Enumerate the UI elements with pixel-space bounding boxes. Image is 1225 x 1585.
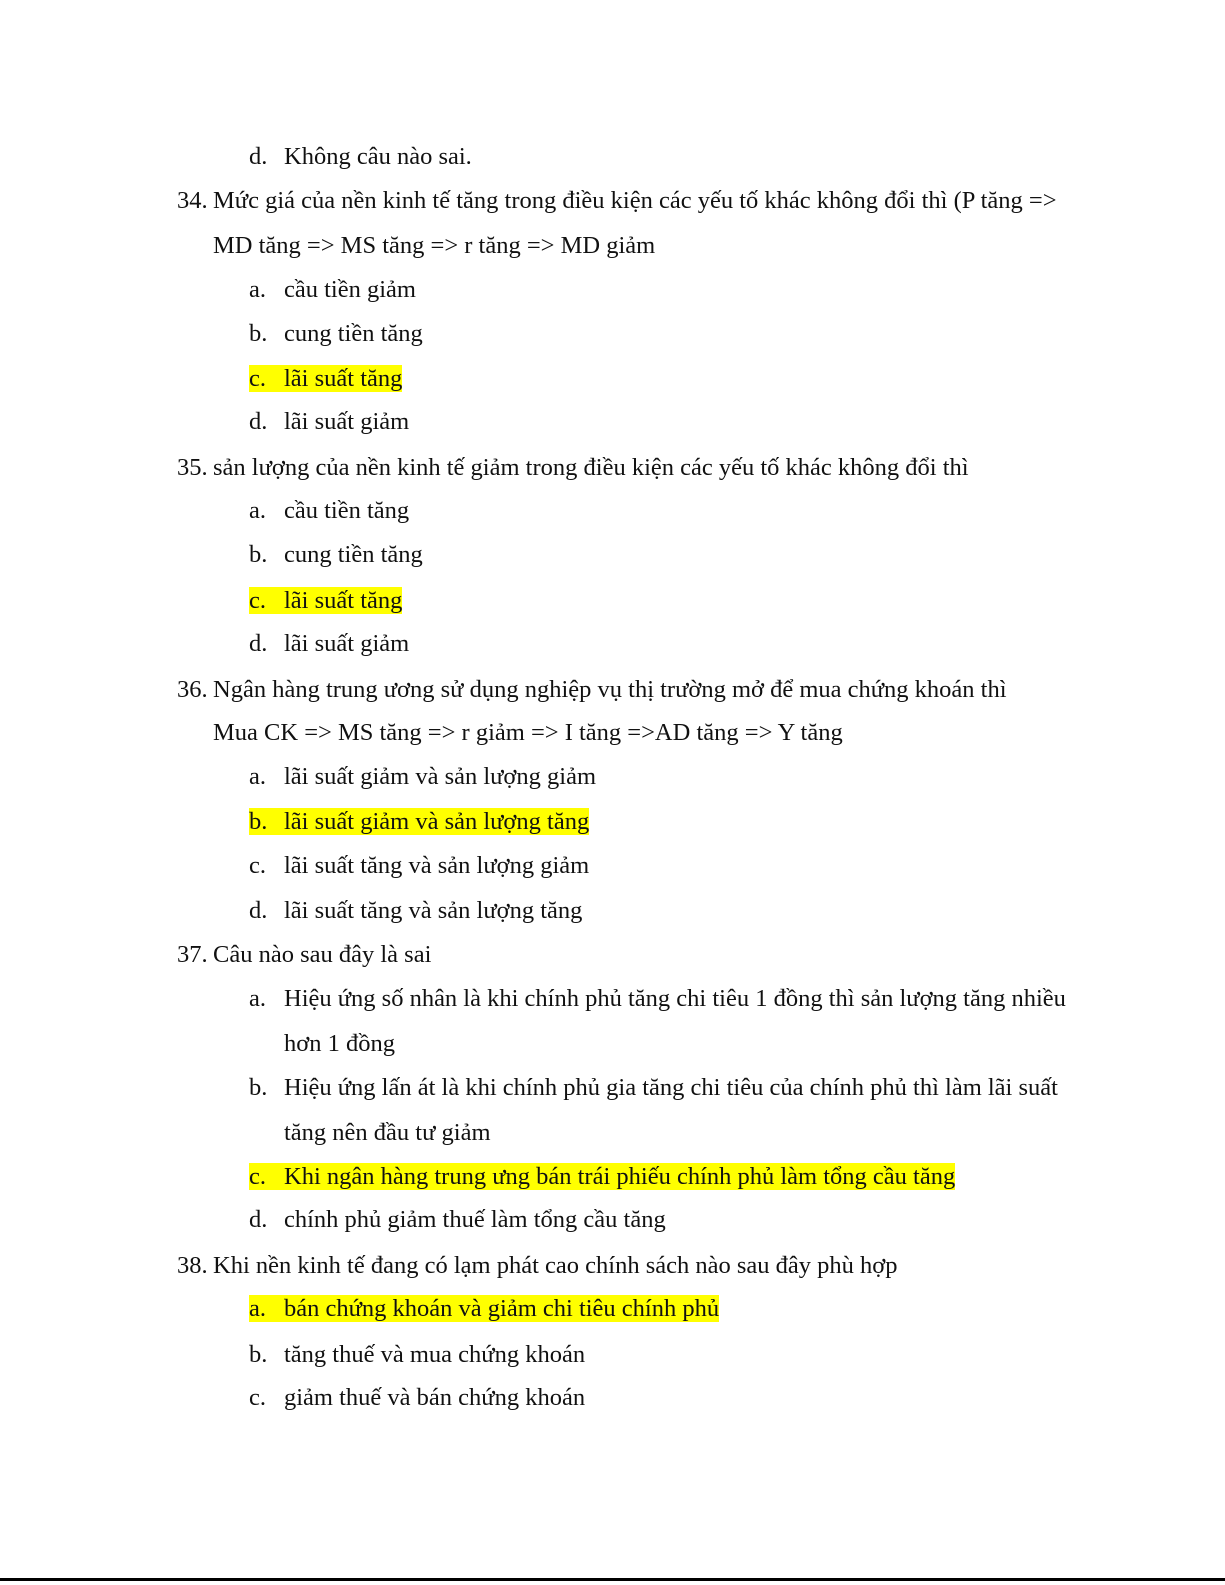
option-34-a — [249, 275, 416, 305]
option-text: tăng thuế và mua chứng khoán — [284, 1341, 586, 1368]
option-marker: c. — [249, 365, 266, 392]
question-text: Ngân hàng trung ương sử dụng nghiệp vụ thị trường mở để mua chứng khoán thì — [213, 676, 1007, 703]
option-marker: d. — [249, 897, 268, 924]
page-bottom-rule — [0, 1578, 1225, 1581]
option-36-d — [249, 896, 582, 926]
question-number: 38. — [177, 1252, 208, 1279]
option-text: lãi suất tăng — [284, 365, 403, 392]
option-text-continuation: hơn 1 đồng — [284, 1030, 395, 1057]
question-text-continuation: MD tăng => MS tăng => r tăng => MD giảm — [213, 232, 656, 259]
question-number: 37. — [177, 941, 208, 968]
option-marker: b. — [249, 808, 268, 835]
option-marker: c. — [249, 852, 266, 879]
option-text: lãi suất tăng và sản lượng tăng — [284, 897, 583, 924]
question-38 — [177, 1251, 897, 1281]
question-number: 35. — [177, 454, 208, 481]
option-36-c — [249, 851, 589, 881]
option-marker: c. — [249, 1384, 266, 1411]
option-marker: d. — [249, 1206, 268, 1233]
option-marker: b. — [249, 541, 268, 568]
option-marker: d. — [249, 630, 268, 657]
option-marker: d. — [249, 408, 268, 435]
option-text: cầu tiền giảm — [284, 276, 416, 303]
option-35-a — [249, 496, 409, 526]
option-37-d — [249, 1205, 666, 1235]
option-text: bán chứng khoán và giảm chi tiêu chính phủ — [284, 1295, 720, 1322]
option-marker: c. — [249, 587, 266, 614]
question-36-continuation — [213, 718, 843, 748]
option-34-b — [249, 319, 423, 349]
option-37-a-continuation — [284, 1029, 395, 1059]
option-37-a — [249, 984, 1066, 1014]
question-text-continuation: Mua CK => MS tăng => r giảm => I tăng =>AD tăng => Y tăng — [213, 719, 843, 746]
option-marker: c. — [249, 1163, 266, 1190]
option-marker: b. — [249, 1341, 268, 1368]
option-marker: d. — [249, 143, 268, 170]
option-marker: a. — [249, 763, 266, 790]
question-text: Khi nền kinh tế đang có lạm phát cao chính sách nào sau đây phù hợp — [213, 1252, 898, 1279]
option-text: cầu tiền tăng — [284, 497, 410, 524]
option-text: Hiệu ứng số nhân là khi chính phủ tăng chi tiêu 1 đồng thì sản lượng tăng nhiều — [284, 985, 1066, 1012]
option-text-continuation: tăng nên đầu tư giảm — [284, 1119, 491, 1146]
option-34-d — [249, 407, 409, 437]
option-text: cung tiền tăng — [284, 541, 423, 568]
option-text: giảm thuế và bán chứng khoán — [284, 1384, 586, 1411]
option-38-c — [249, 1383, 585, 1413]
option-text: lãi suất tăng — [284, 587, 403, 614]
question-34 — [177, 186, 1057, 216]
question-number: 34. — [177, 187, 208, 214]
option-text: lãi suất giảm và sản lượng tăng — [284, 808, 590, 835]
question-36 — [177, 675, 1007, 705]
question-34-continuation — [213, 231, 655, 261]
option-36-b-highlighted — [249, 807, 589, 837]
question-35 — [177, 453, 969, 483]
question-number: 36. — [177, 676, 208, 703]
option-text: lãi suất giảm và sản lượng giảm — [284, 763, 597, 790]
option-35-b — [249, 540, 423, 570]
question-text: Mức giá của nền kinh tế tăng trong điều kiện các yếu tố khác không đổi thì (P tăng => — [213, 187, 1057, 214]
option-marker: a. — [249, 497, 266, 524]
option-marker: b. — [249, 1074, 268, 1101]
option-text: cung tiền tăng — [284, 320, 423, 347]
option-36-a — [249, 762, 596, 792]
option-text: lãi suất giảm — [284, 408, 410, 435]
option-marker: b. — [249, 320, 268, 347]
option-text: chính phủ giảm thuế làm tổng cầu tăng — [284, 1206, 666, 1233]
option-35-d — [249, 629, 409, 659]
option-text: lãi suất tăng và sản lượng giảm — [284, 852, 590, 879]
option-text: Không câu nào sai. — [284, 143, 472, 170]
option-marker: a. — [249, 985, 266, 1012]
option-38-a-highlighted — [249, 1294, 719, 1324]
option-marker: a. — [249, 1295, 266, 1322]
option-text: lãi suất giảm — [284, 630, 410, 657]
option-text: Hiệu ứng lấn át là khi chính phủ gia tăng chi tiêu của chính phủ thì làm lãi suất — [284, 1074, 1058, 1101]
option-38-b — [249, 1340, 585, 1370]
option-34-c-highlighted — [249, 364, 402, 394]
option-37-c-highlighted — [249, 1162, 955, 1192]
option-text: Khi ngân hàng trung ưng bán trái phiếu chính phủ làm tổng cầu tăng — [284, 1163, 956, 1190]
question-text: Câu nào sau đây là sai — [213, 941, 432, 968]
option-37-b-continuation — [284, 1118, 491, 1148]
option-prev-d — [249, 142, 472, 172]
question-text: sản lượng của nền kinh tế giảm trong điều kiện các yếu tố khác không đổi thì — [213, 454, 969, 481]
question-37 — [177, 940, 431, 970]
option-35-c-highlighted — [249, 586, 402, 616]
option-marker: a. — [249, 276, 266, 303]
option-37-b — [249, 1073, 1058, 1103]
